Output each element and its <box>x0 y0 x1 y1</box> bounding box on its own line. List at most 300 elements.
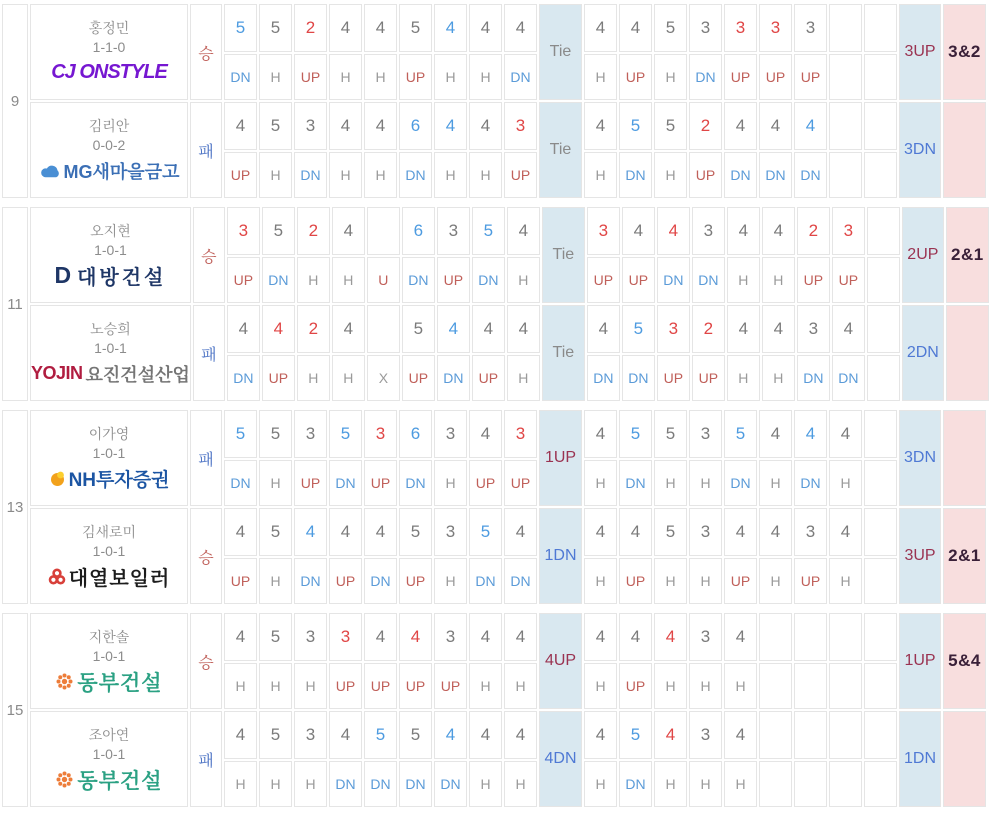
hole-updown-cell: UP <box>294 54 327 100</box>
sponsor-logo <box>31 466 187 492</box>
hole-score-cell: 4 <box>469 613 502 661</box>
player-record: 1-0-1 <box>92 444 126 461</box>
hole-updown-cell: DN <box>364 558 397 604</box>
hole-updown-cell: H <box>434 54 467 100</box>
hole-score-cell: 4 <box>224 613 257 661</box>
hole-score-cell: 5 <box>654 508 687 556</box>
sponsor-logo <box>31 361 190 387</box>
hole-score-cell <box>864 508 897 556</box>
hole-score-cell: 4 <box>829 410 862 458</box>
hole-score-cell: 4 <box>657 207 690 255</box>
mid-status-cell: 4UP <box>539 613 582 709</box>
hole-updown-cell <box>794 761 827 807</box>
player-score-row <box>2 305 989 353</box>
hole-score-cell: 5 <box>364 711 397 759</box>
hole-score-cell: 2 <box>797 207 830 255</box>
hole-updown-cell: DN <box>262 257 295 303</box>
hole-score-cell: 5 <box>472 207 505 255</box>
player-cell <box>30 305 191 401</box>
hole-updown-cell: DN <box>399 761 432 807</box>
hole-score-cell <box>829 4 862 52</box>
player-name: 오지현 <box>90 222 131 239</box>
hole-score-cell: 4 <box>762 305 795 353</box>
hole-score-cell: 4 <box>227 305 260 353</box>
hole-score-cell: 3 <box>692 207 725 255</box>
hole-score-cell <box>864 4 897 52</box>
hole-updown-cell: UP <box>329 663 362 709</box>
mid-status-cell: Tie <box>539 102 582 198</box>
final-score-text: 5&4 <box>948 651 981 670</box>
hole-score-cell: 3 <box>587 207 620 255</box>
player-score-row <box>2 613 986 661</box>
hole-updown-cell: DN <box>399 152 432 198</box>
hole-updown-cell: H <box>259 460 292 506</box>
player-score-row <box>2 207 989 255</box>
hole-updown-cell: H <box>434 152 467 198</box>
hole-score-cell: 3 <box>437 207 470 255</box>
right-status-cell: 1DN <box>899 711 941 807</box>
hole-score-cell: 4 <box>332 207 365 255</box>
hole-score-cell: 4 <box>584 410 617 458</box>
sponsor-text: MG새마을금고 <box>63 161 180 182</box>
hole-score-cell: 5 <box>654 410 687 458</box>
hole-updown-cell <box>867 355 900 401</box>
hole-updown-cell: H <box>584 54 617 100</box>
hole-updown-cell: H <box>469 152 502 198</box>
hole-score-cell: 4 <box>364 102 397 150</box>
hole-score-cell: 4 <box>584 508 617 556</box>
hole-score-cell: 4 <box>759 102 792 150</box>
hole-score-cell: 3 <box>294 613 327 661</box>
hole-score-cell: 5 <box>402 305 435 353</box>
sponsor-logo <box>31 263 190 289</box>
player-score-row <box>2 102 986 150</box>
hole-updown-cell: H <box>507 355 540 401</box>
mid-status-cell: 4DN <box>539 711 582 807</box>
player-cell <box>30 207 191 303</box>
hole-updown-cell <box>864 558 897 604</box>
player-name: 이가영 <box>88 425 130 442</box>
hole-score-cell: 4 <box>724 711 757 759</box>
hole-updown-cell: H <box>689 761 722 807</box>
hole-score-cell <box>829 613 862 661</box>
hole-updown-cell: DN <box>504 54 537 100</box>
hole-updown-cell: H <box>297 355 330 401</box>
hole-score-cell: 3 <box>794 508 827 556</box>
player-record: 0-0-2 <box>92 136 126 153</box>
hole-score-cell: 4 <box>329 102 362 150</box>
hole-updown-cell: DN <box>227 355 260 401</box>
hole-score-cell: 4 <box>472 305 505 353</box>
player-cell <box>30 4 188 100</box>
player-cell <box>30 410 188 506</box>
hole-updown-cell: H <box>654 663 687 709</box>
hole-updown-cell: H <box>364 152 397 198</box>
hole-updown-cell: DN <box>294 558 327 604</box>
hole-updown-cell: DN <box>224 54 257 100</box>
hole-updown-cell: DN <box>329 761 362 807</box>
result-badge: 승 <box>190 508 222 604</box>
hole-score-cell <box>794 613 827 661</box>
sponsor-text: 동부건설 <box>77 769 163 793</box>
hole-score-cell: 3 <box>689 711 722 759</box>
final-score-cell <box>943 508 986 604</box>
final-score-cell <box>943 711 986 807</box>
hole-updown-cell <box>759 761 792 807</box>
final-score-cell <box>946 305 989 401</box>
hole-score-cell: 2 <box>294 4 327 52</box>
hole-score-cell <box>867 207 900 255</box>
hole-score-cell: 5 <box>259 410 292 458</box>
player-record: 1-1-0 <box>92 38 126 55</box>
player-name: 김리안 <box>88 117 130 134</box>
hole-score-cell: 5 <box>619 711 652 759</box>
hole-updown-cell: H <box>584 460 617 506</box>
hole-score-cell: 4 <box>504 4 537 52</box>
hole-updown-cell: H <box>759 460 792 506</box>
result-badge: 승 <box>190 613 222 709</box>
hole-score-cell: 4 <box>727 305 760 353</box>
hole-updown-cell: DN <box>587 355 620 401</box>
hole-score-cell: 4 <box>794 102 827 150</box>
right-status-cell: 3DN <box>899 410 941 506</box>
hole-score-cell <box>864 711 897 759</box>
final-score-cell <box>943 613 986 709</box>
hole-updown-cell: H <box>727 355 760 401</box>
hole-score-cell <box>829 711 862 759</box>
hole-updown-cell: UP <box>434 663 467 709</box>
hole-score-cell: 5 <box>654 4 687 52</box>
hole-score-cell <box>367 207 400 255</box>
hole-updown-cell: DN <box>619 761 652 807</box>
hole-updown-cell: DN <box>402 257 435 303</box>
hole-score-cell: 4 <box>727 207 760 255</box>
hole-updown-cell: H <box>364 54 397 100</box>
hole-updown-cell: H <box>259 663 292 709</box>
hole-updown-cell <box>759 663 792 709</box>
hole-updown-cell: H <box>224 663 257 709</box>
player-record: 1-0-1 <box>94 339 127 356</box>
hole-updown-cell: X <box>367 355 400 401</box>
hole-score-cell: 4 <box>434 102 467 150</box>
mid-status-cell: 1DN <box>539 508 582 604</box>
hole-updown-cell: DN <box>437 355 470 401</box>
hole-score-cell: 3 <box>504 102 537 150</box>
hole-updown-cell: H <box>759 558 792 604</box>
hole-score-cell <box>864 410 897 458</box>
match-block-11 <box>0 205 991 403</box>
hole-score-cell: 4 <box>329 4 362 52</box>
hole-score-cell <box>794 711 827 759</box>
hole-score-cell: 4 <box>619 4 652 52</box>
hole-score-cell: 5 <box>259 4 292 52</box>
hole-score-cell: 4 <box>329 508 362 556</box>
hole-score-cell <box>867 305 900 353</box>
hole-updown-cell <box>829 152 862 198</box>
hole-updown-cell: H <box>762 355 795 401</box>
hole-updown-cell: H <box>504 761 537 807</box>
hole-score-cell: 4 <box>619 508 652 556</box>
hole-updown-cell: DN <box>504 558 537 604</box>
hole-score-cell: 4 <box>434 4 467 52</box>
hole-updown-cell: H <box>762 257 795 303</box>
hole-updown-cell: DN <box>657 257 690 303</box>
hole-score-cell <box>759 613 792 661</box>
sponsor-text: 대열보일러 <box>68 568 171 590</box>
final-score-text: 2&1 <box>948 546 981 565</box>
hole-updown-cell: H <box>654 152 687 198</box>
result-badge: 패 <box>190 102 222 198</box>
hole-score-cell: 4 <box>504 613 537 661</box>
hole-score-cell: 4 <box>329 711 362 759</box>
hole-score-cell: 5 <box>399 4 432 52</box>
hole-updown-cell: DN <box>692 257 725 303</box>
hole-score-cell: 4 <box>294 508 327 556</box>
hole-score-cell: 5 <box>622 305 655 353</box>
hole-updown-cell: H <box>259 54 292 100</box>
player-name: 노승희 <box>90 320 131 337</box>
hole-score-cell: 4 <box>622 207 655 255</box>
hole-updown-cell: H <box>469 761 502 807</box>
hole-score-cell: 4 <box>584 613 617 661</box>
hole-score-cell <box>829 102 862 150</box>
hole-updown-cell <box>864 152 897 198</box>
right-status-cell: 3DN <box>899 102 941 198</box>
hole-score-cell: 4 <box>794 410 827 458</box>
hole-score-cell: 2 <box>689 102 722 150</box>
player-score-row <box>2 711 986 759</box>
hole-score-cell: 3 <box>657 305 690 353</box>
hole-score-cell: 5 <box>619 410 652 458</box>
hole-score-cell: 3 <box>794 4 827 52</box>
hole-score-cell: 3 <box>294 711 327 759</box>
result-badge: 승 <box>193 207 225 303</box>
hole-score-cell: 4 <box>504 508 537 556</box>
hole-score-cell: 4 <box>759 410 792 458</box>
hole-score-cell: 4 <box>832 305 865 353</box>
hole-score-cell: 5 <box>724 410 757 458</box>
hole-updown-cell: UP <box>329 558 362 604</box>
dongbu-logo-icon <box>55 672 74 691</box>
sponsor-text: 대방건설 <box>77 267 167 289</box>
hole-updown-cell: DN <box>759 152 792 198</box>
hole-updown-cell: H <box>259 558 292 604</box>
player-record: 1-0-1 <box>94 241 127 258</box>
hole-updown-cell: H <box>654 460 687 506</box>
final-score-text: 3&2 <box>948 42 981 61</box>
hole-updown-cell: DN <box>794 152 827 198</box>
hole-updown-cell: UP <box>262 355 295 401</box>
hole-updown-cell: H <box>584 663 617 709</box>
hole-updown-cell: H <box>504 663 537 709</box>
hole-updown-cell: H <box>829 460 862 506</box>
mid-status-cell: Tie <box>542 207 585 303</box>
hole-updown-cell: U <box>367 257 400 303</box>
hole-score-cell: 3 <box>689 4 722 52</box>
hole-score-cell: 4 <box>364 4 397 52</box>
hole-score-cell: 4 <box>829 508 862 556</box>
final-score-cell <box>943 410 986 506</box>
hole-updown-cell: H <box>727 257 760 303</box>
hole-updown-cell: UP <box>402 355 435 401</box>
player-record: 1-0-1 <box>92 745 126 762</box>
hole-score-cell: 3 <box>504 410 537 458</box>
hole-updown-cell: UP <box>832 257 865 303</box>
hole-updown-cell: UP <box>619 54 652 100</box>
hole-updown-cell <box>864 460 897 506</box>
hole-updown-cell: DN <box>619 152 652 198</box>
hole-score-cell: 4 <box>654 613 687 661</box>
mid-status-cell: 1UP <box>539 410 582 506</box>
right-status-cell: 3UP <box>899 508 941 604</box>
result-badge: 패 <box>190 410 222 506</box>
hole-score-cell: 5 <box>224 410 257 458</box>
hole-score-cell: 5 <box>259 508 292 556</box>
hole-updown-cell <box>794 663 827 709</box>
hole-updown-cell: DN <box>399 460 432 506</box>
hole-updown-cell: UP <box>224 558 257 604</box>
final-score-cell <box>943 4 986 100</box>
hole-updown-cell: DN <box>622 355 655 401</box>
hole-updown-cell: H <box>329 152 362 198</box>
hole-score-cell: 3 <box>364 410 397 458</box>
sponsor-logo <box>31 669 187 695</box>
hole-updown-cell: H <box>294 761 327 807</box>
hole-updown-cell: UP <box>724 54 757 100</box>
hole-updown-cell: H <box>469 663 502 709</box>
hole-updown-cell: UP <box>399 54 432 100</box>
hole-updown-cell: H <box>654 761 687 807</box>
hole-score-cell: 5 <box>469 508 502 556</box>
hole-updown-cell: H <box>724 663 757 709</box>
hole-score-cell: 4 <box>224 711 257 759</box>
hole-score-cell: 4 <box>724 613 757 661</box>
hole-score-cell: 4 <box>762 207 795 255</box>
hole-updown-cell: H <box>259 761 292 807</box>
hole-score-cell: 5 <box>654 102 687 150</box>
hole-updown-cell: DN <box>689 54 722 100</box>
hole-updown-cell: DN <box>724 460 757 506</box>
hole-updown-cell: UP <box>399 663 432 709</box>
daeyeol-logo-icon <box>48 568 66 586</box>
player-score-row <box>2 508 986 556</box>
hole-updown-cell: DN <box>797 355 830 401</box>
sponsor-logo <box>31 767 187 793</box>
right-status-cell: 2UP <box>902 207 944 303</box>
result-badge: 패 <box>193 305 225 401</box>
hole-updown-cell: UP <box>619 663 652 709</box>
mg-logo-icon <box>39 163 61 179</box>
hole-updown-cell: UP <box>759 54 792 100</box>
hole-score-cell: 4 <box>584 102 617 150</box>
hole-score-cell: 5 <box>262 207 295 255</box>
player-score-row <box>2 4 986 52</box>
hole-updown-cell <box>867 257 900 303</box>
sponsor-text: YOJIN <box>31 363 83 383</box>
hole-score-cell: 5 <box>399 508 432 556</box>
hole-updown-cell: H <box>434 460 467 506</box>
hole-score-cell: 4 <box>364 613 397 661</box>
hole-score-cell: 3 <box>724 4 757 52</box>
hole-score-cell <box>367 305 400 353</box>
hole-updown-cell: H <box>224 761 257 807</box>
hole-score-cell: 4 <box>724 102 757 150</box>
hole-score-cell: 5 <box>259 102 292 150</box>
hole-updown-cell: DN <box>329 460 362 506</box>
hole-score-cell: 5 <box>259 711 292 759</box>
hole-updown-cell: H <box>259 152 292 198</box>
hole-score-cell: 4 <box>224 508 257 556</box>
hole-score-cell: 3 <box>759 4 792 52</box>
hole-score-cell: 2 <box>692 305 725 353</box>
hole-updown-cell: UP <box>294 460 327 506</box>
hole-updown-cell: H <box>434 558 467 604</box>
hole-updown-cell: H <box>584 152 617 198</box>
hole-score-cell: 4 <box>724 508 757 556</box>
sponsor-text: NH투자증권 <box>68 470 170 491</box>
match-number: 9 <box>2 4 28 198</box>
sponsor-logo <box>31 158 187 184</box>
hole-score-cell: 3 <box>797 305 830 353</box>
hole-updown-cell: DN <box>224 460 257 506</box>
hole-score-cell: 4 <box>469 410 502 458</box>
hole-score-cell: 4 <box>507 207 540 255</box>
match-number: 11 <box>2 207 28 401</box>
hole-updown-cell: H <box>469 54 502 100</box>
player-cell <box>30 102 188 198</box>
hole-score-cell: 6 <box>402 207 435 255</box>
hole-updown-cell: H <box>332 257 365 303</box>
player-record: 1-0-1 <box>92 542 126 559</box>
hole-score-cell: 4 <box>654 711 687 759</box>
hole-updown-cell: H <box>294 663 327 709</box>
hole-updown-cell: UP <box>364 663 397 709</box>
hole-updown-cell: UP <box>587 257 620 303</box>
hole-score-cell: 4 <box>507 305 540 353</box>
match-block-9 <box>0 2 988 200</box>
hole-score-cell: 3 <box>434 508 467 556</box>
hole-updown-cell: UP <box>399 558 432 604</box>
hole-updown-cell: H <box>654 54 687 100</box>
hole-updown-cell: DN <box>294 152 327 198</box>
sponsor-text: 요진건설산업 <box>85 364 190 385</box>
hole-updown-cell: H <box>297 257 330 303</box>
hole-updown-cell: H <box>584 761 617 807</box>
hole-updown-cell: H <box>584 558 617 604</box>
hole-updown-cell: H <box>689 558 722 604</box>
hole-score-cell: 4 <box>437 305 470 353</box>
hole-updown-cell: DN <box>364 761 397 807</box>
player-name: 지한솔 <box>88 628 130 645</box>
hole-updown-cell: H <box>329 54 362 100</box>
hole-updown-cell: UP <box>469 460 502 506</box>
hole-updown-cell: UP <box>472 355 505 401</box>
hole-score-cell: 6 <box>399 410 432 458</box>
hole-updown-cell <box>864 663 897 709</box>
right-status-cell: 3UP <box>899 4 941 100</box>
sponsor-text: CJ ONSTYLE <box>51 61 167 83</box>
player-record: 1-0-1 <box>92 647 126 664</box>
hole-score-cell: 3 <box>689 410 722 458</box>
hole-score-cell: 4 <box>587 305 620 353</box>
hole-score-cell: 3 <box>227 207 260 255</box>
hole-score-cell: 4 <box>469 102 502 150</box>
hole-updown-cell: UP <box>504 152 537 198</box>
player-name: 김새로미 <box>81 523 137 540</box>
hole-score-cell: 3 <box>294 410 327 458</box>
hole-score-cell: 5 <box>329 410 362 458</box>
match-block-15 <box>0 611 988 809</box>
